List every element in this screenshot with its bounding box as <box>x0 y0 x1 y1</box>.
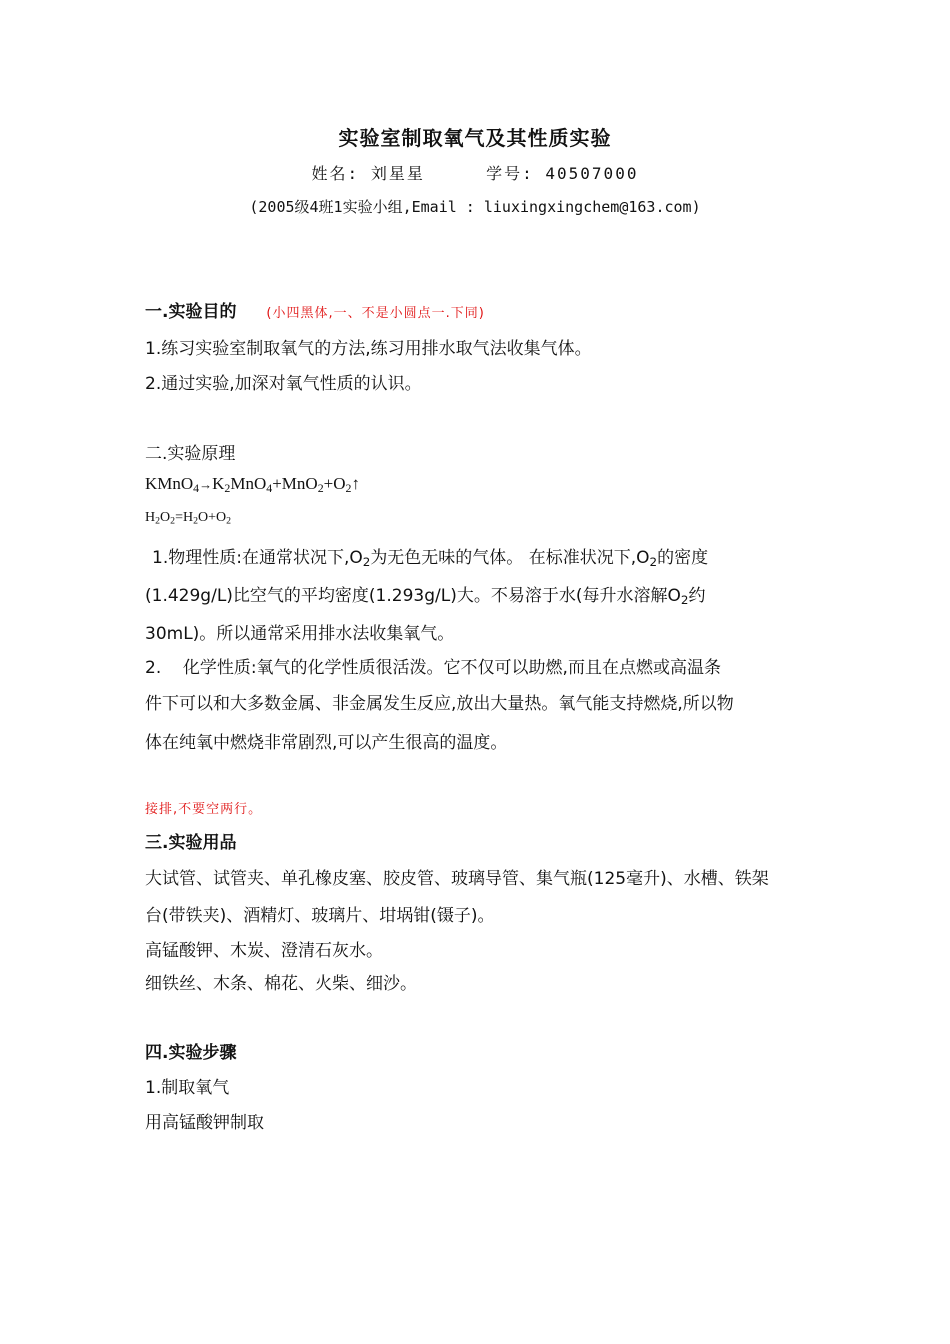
eq1-sub: 4 <box>193 480 200 495</box>
eq1-k: K <box>212 474 225 493</box>
procedure-substep: 用高锰酸钾制取 <box>145 1113 264 1133</box>
procedure-step-1: 1.制取氧气 <box>145 1078 230 1098</box>
name-label: 姓名: <box>311 164 360 183</box>
eq1-kmno4: KMnO <box>145 474 194 493</box>
section-3-heading: 三.实验用品 <box>145 833 237 853</box>
eq1-o2: +O <box>323 474 346 493</box>
materials-line-2: 台(带铁夹)、酒精灯、玻璃片、坩埚钳(镊子)。 <box>145 906 495 926</box>
eq1-sub: 2 <box>224 480 231 495</box>
reaction-equation-1 <box>145 474 360 494</box>
section-4-heading: 四.实验步骤 <box>145 1043 237 1063</box>
objective-item-1: 1.练习实验室制取氧气的方法,练习用排水取气法收集气体。 <box>145 339 592 359</box>
physical-property-line-3: 30mL)。所以通常采用排水法收集氧气。 <box>145 624 455 644</box>
eq2-sub: 2 <box>170 515 176 527</box>
materials-line-4: 细铁丝、木条、棉花、火柴、细沙。 <box>145 974 417 994</box>
student-id-label: 学号: <box>486 164 534 183</box>
chemical-property-line-3: 体在纯氧中燃烧非常剧烈,可以产生很高的温度。 <box>145 733 508 753</box>
document-title: 实验室制取氧气及其性质实验 <box>338 126 612 150</box>
name-value: 刘星星 <box>370 164 425 183</box>
pp-text: (1.429g/L)比空气的平均密度(1.293g/L)大。不易溶于水(每升水溶解O <box>145 586 681 606</box>
eq1-sub: 2 <box>317 480 324 495</box>
affiliation-line: (2005级4班1实验小组,Email : liuxingxingchem@163.com) <box>249 198 701 216</box>
eq2-sub: 2 <box>155 515 161 527</box>
eq1-sub: 4 <box>266 480 273 495</box>
eq1-arrow: → <box>199 477 213 492</box>
materials-line-3: 高锰酸钾、木炭、澄清石灰水。 <box>145 941 383 961</box>
student-id-value: 40507000 <box>545 164 639 183</box>
eq2-equals-h: =H <box>175 510 194 525</box>
eq1-mno4: MnO <box>230 474 267 493</box>
pp-sub: 2 <box>362 554 371 569</box>
materials-line-1: 大试管、试管夹、单孔橡皮塞、胶皮管、玻璃导管、集气瓶(125毫升)、水槽、铁架 <box>145 869 769 889</box>
eq2-sub: 2 <box>193 515 198 527</box>
eq2-sub: 2 <box>226 515 232 527</box>
eq2-o: O <box>160 510 171 525</box>
physical-property-line-2 <box>145 581 705 606</box>
eq1-gas-arrow: ↑ <box>351 474 360 493</box>
author-line <box>0 161 950 184</box>
section-2-heading: 二.实验原理 <box>145 444 236 464</box>
eq1-sub: 2 <box>345 480 352 495</box>
eq1-mno2: +MnO <box>272 474 318 493</box>
physical-property-line-1 <box>152 543 708 568</box>
pp-sub: 2 <box>680 592 689 607</box>
format-note-2: 接排,不要空两行。 <box>145 802 263 817</box>
section-1-heading-row <box>145 297 485 322</box>
eq2-o-plus-o: O+O <box>197 510 227 525</box>
pp-text: 的密度 <box>657 548 709 568</box>
format-note-1: (小四黑体,一、不是小圆点一.下同) <box>266 306 485 321</box>
pp-sub: 2 <box>649 554 658 569</box>
pp-text: 约 <box>688 586 706 606</box>
section-1-heading: 一.实验目的 <box>145 302 237 322</box>
pp-text: 为无色无味的气体。 在标准状况下,O <box>370 548 650 568</box>
eq2-h: H <box>145 510 156 525</box>
chemical-property-line-1: 2. 化学性质:氧气的化学性质很活泼。它不仅可以助燃,而且在点燃或高温条 <box>145 658 721 678</box>
objective-item-2: 2.通过实验,加深对氧气性质的认识。 <box>145 374 422 394</box>
chemical-property-line-2: 件下可以和大多数金属、非金属发生反应,放出大量热。氧气能支持燃烧,所以物 <box>145 694 734 714</box>
reaction-equation-2 <box>145 510 231 526</box>
pp-text: 1.物理性质:在通常状况下,O <box>152 548 363 568</box>
